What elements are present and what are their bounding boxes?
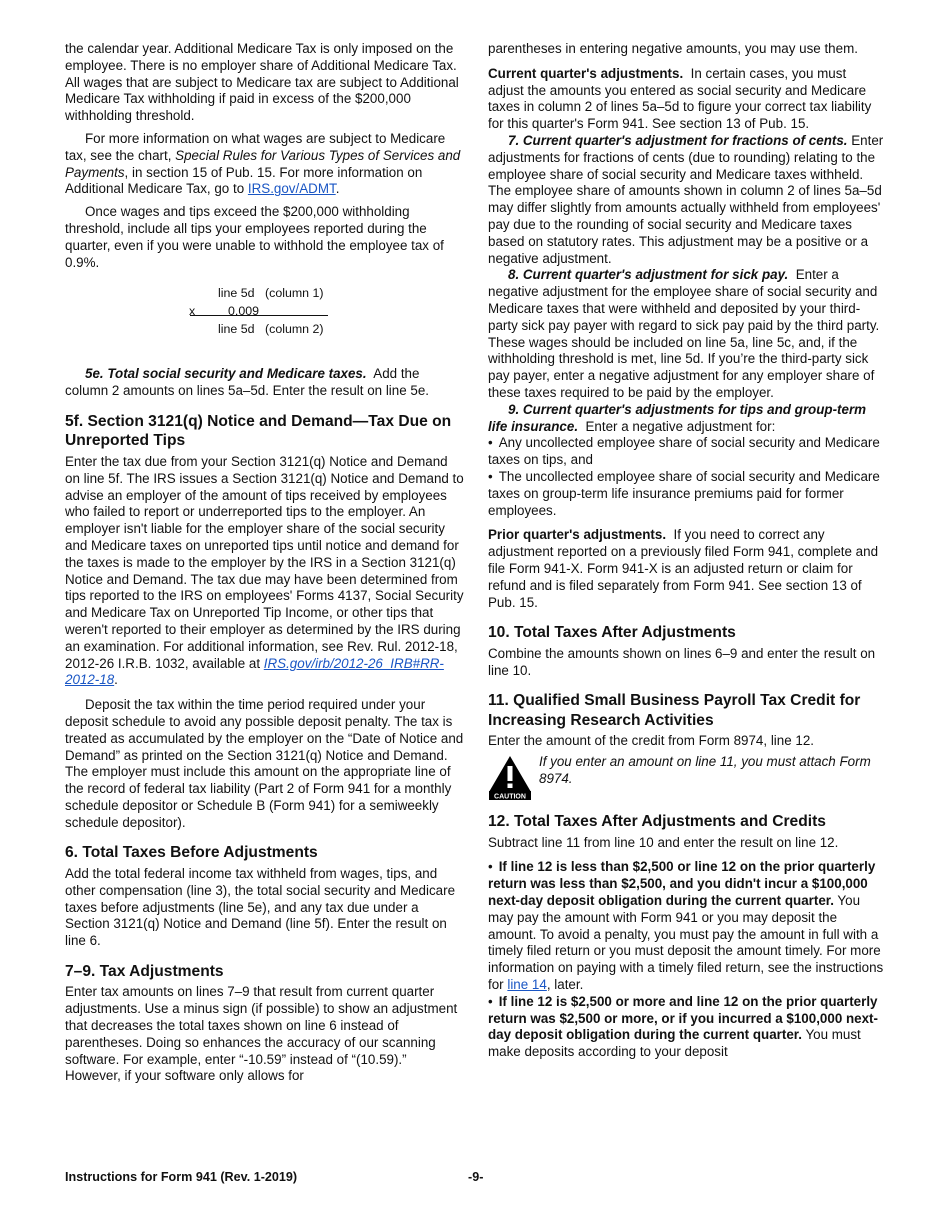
line-14-link[interactable]: line 14 [507,977,547,993]
rev-rul-link[interactable]: IRS.gov/irb/2012-26_IRB#RR-2012-18 [65,655,444,688]
heading-10: 10. Total Taxes After Adjustments [488,624,736,642]
heading-5f: 5f. Section 3121(q) Notice and Demand—Tax Due on Unreported Tips [65,412,452,450]
paragraph: parentheses in entering negative amounts, you may use them. [488,41,858,56]
formula-multiply: x [189,304,196,319]
caution-note [488,754,885,800]
heading-6: 6. Total Taxes Before Adjustments [65,844,318,862]
current-quarter-adjustments: Current quarter's adjustments. In certain cases, you must adjust the amounts you entered as social security and Medicare taxes in column 2 of lines 5a–5d to figure your correct tax liability for this quarter's Form 941. See section 13 of Pub. 15. [488,65,872,132]
paragraph: Combine the amounts shown on lines 6–9 and enter the result on line 10. [488,645,876,678]
list-item: • If line 12 is less than $2,500 or line 12 on the prior quarterly return was less than $2,500, and you didn't incur a $100,000 next-day deposit obligation during the current quarter. You may pay the amount with Form 941 or you may deposit the amount. To avoid a penalty, you must pay the amount in full with a timely filed return or you must deposit the amount timely. For more information on paying with a timely filed return, see the instructions for line 14, later. [488,859,885,993]
chart-reference: Special Rules for Various Types of Services and Payments [65,147,461,180]
list-item: • The uncollected employee share of social security and Medicare taxes on group-term life insurance premiums paid for former employees. [488,469,885,519]
section-9: 9. Current quarter's adjustments for tips and group-term life insurance. Enter a negative adjustment for: [488,401,867,434]
formula-top-column: (column 1) [265,286,324,301]
section-5e: 5e. Total social security and Medicare taxes. Add the column 2 amounts on lines 5a–5d. Enter the result on line 5e. [65,366,430,399]
formula-bottom-column: (column 2) [265,322,324,337]
section-7: 7. Current quarter's adjustment for fractions of cents. Enter adjustments for fractions of cents (due to rounding) relating to the employee share of social security and Medicare taxes withheld. The employee share of amounts shown in column 2 of lines 5a–5d may differ slightly from amounts actually withheld from employees' pay due to the rounding of social security and Medicare taxes based on statutory rates. This adjustment may be a positive or a negative adjustment. [488,132,884,266]
paragraph: Enter the amount of the credit from Form 8974, line 12. [488,733,815,749]
paragraph: For more information on what wages are subject to Medicare tax, see the chart, Special Rules for Various Types of Services and Payments, in section 15 of Pub. 15. For more information on Additional Medicare Tax, go to IRS.gov/ADMT. [65,130,461,197]
paragraph: Enter the tax due from your Section 3121(q) Notice and Demand on line 5f. The IRS issues a Section 3121(q) Notice and Demand to advise an employer of the amount of tips received by employees who failed to report or underreported tips to the employer. An employer isn't liable for the employer share of the social security and Medicare taxes on unreported tips until notice and demand for the taxes is made to the employer by the IRS in a Section 3121(q) Notice and Demand. The tax due may have been determined from tips reported to the IRS on employees' Forms 4137, Social Security and Medicare Tax on Unreported Tip Income, or other tips that weren't reported to their employer as determined by the IRS during an examination. For additional information, see Rev. Rul. 2012-18, 2012-26 I.R.B. 1032, available at IRS.gov/irb/2012-26_IRB#RR-2012-18. [65,453,464,688]
list-item: • If line 12 is $2,500 or more and line 12 on the prior quarterly return was $2,500 or more, or if you incurred a $100,000 next-day deposit obligation during the current quarter. You must make deposits according to your deposit [488,994,885,1061]
heading-7-9: 7–9. Tax Adjustments [65,962,224,980]
list-item: • Any uncollected employee share of social security and Medicare taxes on tips, and [488,435,885,469]
heading-12: 12. Total Taxes After Adjustments and Credits [488,813,826,831]
paragraph: Once wages and tips exceed the $200,000 withholding threshold, include all tips your employees reported during the quarter, even if you were unable to withhold the employee tax of 0.9%. [65,204,444,270]
left-column [65,41,465,1085]
section-8: 8. Current quarter's adjustment for sick pay. Enter a negative adjustment for the employee share of social security and Medicare taxes that were withheld and deposited by your third-party sick pay payer with regard to sick pay paid by the third party. These wages should be included on line 5a, line 5c, and, if the withholding threshold is met, line 5d. If you’re the third-party sick pay payer, enter a negative adjustment for any employer share of these taxes required to be paid by the employer. [488,267,880,400]
right-column [488,41,885,1061]
paragraph: Deposit the tax within the time period required under your deposit schedule to avoid any possible deposit penalty. The tax is treated as accumulated by the employer on the “Date of Notice and Demand” as printed on the Section 3121(q) Notice and Demand. The employer must include this amount on the appropriate line of the record of federal tax liability (Part 2 of Form 941 for a monthly schedule depositor or Schedule B (Form 941) for a semiweekly schedule depositor). [65,697,464,830]
caution-icon [488,754,532,800]
formula-top-line: line 5d [218,286,255,301]
paragraph: Add the total federal income tax withheld from wages, tips, and other compensation (line 3), the total social security and Medicare taxes before adjustments (line 5e), and any tax due under a Section 3121(q) Notice and Demand (line 5f). Enter the result on line 6. [65,865,456,949]
footer-form-title: Instructions for Form 941 (Rev. 1-2019) [65,1170,298,1184]
prior-quarter-adjustments: Prior quarter's adjustments. If you need to correct any adjustment reported on a previously filed Form 941, complete and file Form 941-X. Form 941-X is an adjusted return or claim for refund and is filed separately from Form 941. See section 13 of Pub. 15. [488,527,879,610]
paragraph: Subtract line 11 from line 10 and enter the result on line 12. [488,834,839,850]
medicare-formula [65,281,465,337]
page-number: -9- [468,1170,484,1184]
section-5e-title: 5e. Total social security and Medicare taxes. [85,366,367,382]
caution-label: CAUTION [494,793,526,801]
heading-11: 11. Qualified Small Business Payroll Tax Credit for Increasing Research Activities [488,692,861,729]
formula-divider [190,315,328,316]
paragraph: the calendar year. Additional Medicare Tax is only imposed on the employee. There is no employer share of Additional Medicare Tax. All wages that are subject to Medicare tax are subject to Additional Medicare Tax withholding if paid in excess of the $200,000 withholding threshold. [65,41,459,124]
formula-bottom-line: line 5d [218,322,255,337]
irs-admt-link[interactable]: IRS.gov/ADMT [247,181,336,197]
formula-rate: 0.009 [228,304,260,319]
caution-text: If you enter an amount on line 11, you must attach Form 8974. [539,754,871,786]
paragraph: Enter tax amounts on lines 7–9 that result from current quarter adjustments. Use a minus sign (if possible) to show an adjustment that decreases the total taxes shown on line 6 instead of parentheses. Doing so enhances the accuracy of our scanning software. For example, enter “-10.59” instead of “(10.59).” However, if your software only allows for [65,984,458,1084]
